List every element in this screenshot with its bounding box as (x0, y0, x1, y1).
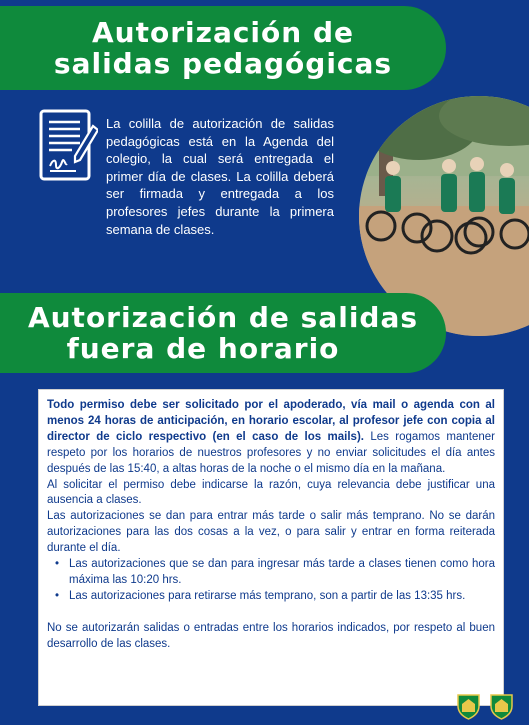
rules-text-box (38, 389, 504, 706)
reason-paragraph: Al solicitar el permiso debe indicarse la razón, cuya relevancia debe justificar una ausencia a clases. (47, 478, 495, 507)
list-item: • Las autorizaciones que se dan para ingresar más tarde a clases tienen como hora máxima las 10:20 hrs. (47, 557, 495, 589)
section1-title-line2: salidas pedagógicas (53, 47, 393, 80)
intro-rest-text: Les rogamos mantener respeto por los horarios de nuestros profesores y no enviar solicitudes el día antes después de las 15:40, a altas horas de la noche o el mismo día en la mañana. (47, 430, 496, 475)
closing-paragraph: No se autorizarán salidas o entradas entre los horarios indicados, por respeto al buen desarrollo de las clases. (47, 621, 495, 650)
section1-title-banner (0, 6, 446, 90)
school-crest-icon (456, 692, 481, 720)
section2-title-line1: Autorización de salidas (27, 300, 419, 334)
school-crest-icon (489, 692, 514, 720)
section1-title-line1: Autorización de (92, 15, 354, 49)
intro-paragraph (47, 398, 495, 478)
hours-list (47, 557, 495, 605)
list-item: • Las autorizaciones para retirarse más temprano, son a partir de las 13:35 hrs. (47, 589, 495, 605)
section1-text: La colilla de autorización de salidas pedagógicas está en la Agenda del colegio, la cual será entregada el primer día de clases. La colilla deberá ser firmada y entregada a los profesores jefes durante la primera semana de clases. (106, 116, 334, 237)
section2-title-line2: fuera de horario (66, 332, 340, 365)
section2-title-banner (0, 293, 446, 373)
document-signature-icon (38, 108, 98, 184)
intro-bold-text: Todo permiso debe ser solicitado por el apoderado, vía mail o agenda con al menos 24 horas de anticipación, en horario escolar, al profesor jefe con copia al director de ciclo respectivo (en el caso de los mails). (47, 399, 495, 443)
authorization-paragraph: Las autorizaciones se dan para entrar más tarde o salir más temprano. No se darán autorizaciones para las dos cosas a la vez, o para salir y entrar en forma reiterada durante el día. (47, 510, 495, 555)
